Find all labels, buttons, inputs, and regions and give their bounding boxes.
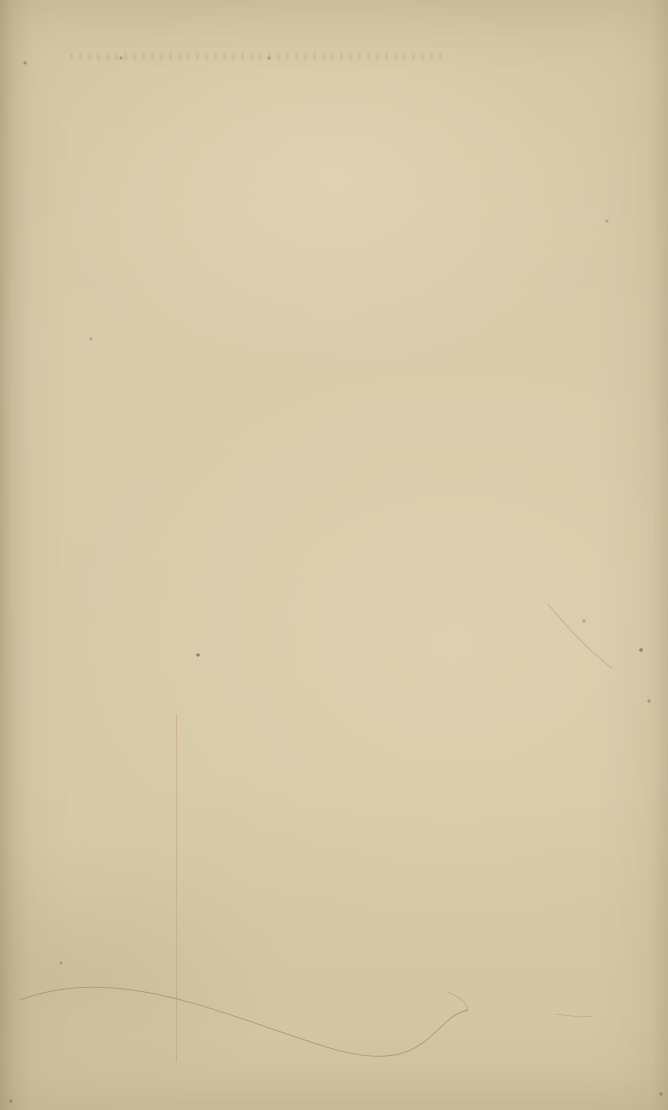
- pink-scan-line: [176, 714, 177, 1062]
- table-of-contents: [0, 0, 668, 132]
- dust-specks: [0, 0, 2, 2]
